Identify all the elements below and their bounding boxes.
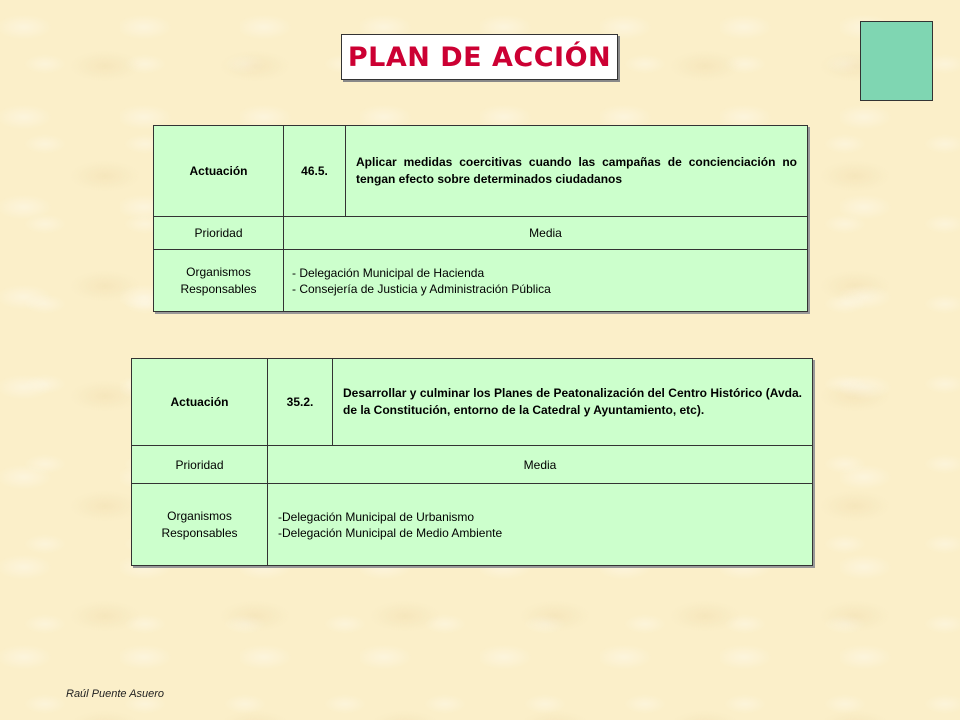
organismo-item: -Delegación Municipal de Medio Ambiente bbox=[278, 525, 503, 540]
organismos-row bbox=[132, 484, 813, 566]
prioridad-label: Prioridad bbox=[132, 446, 268, 484]
footer-author: Raúl Puente Asuero bbox=[66, 688, 165, 700]
actuacion-row bbox=[154, 126, 808, 217]
organismos-label: Organismos Responsables bbox=[132, 484, 268, 566]
green-square-decoration bbox=[860, 21, 933, 101]
organismos-list bbox=[284, 250, 808, 312]
actuacion-row bbox=[132, 359, 813, 446]
organismos-label: Organismos Responsables bbox=[154, 250, 284, 312]
organismo-item: -Delegación Municipal de Urbanismo bbox=[278, 509, 475, 524]
actuacion-number: 35.2. bbox=[268, 359, 333, 446]
action-table-2 bbox=[131, 358, 813, 566]
actuacion-number: 46.5. bbox=[284, 126, 346, 217]
actuacion-description: Aplicar medidas coercitivas cuando las campañas de concienciación no tengan efecto sobre determinados ciudadanos bbox=[346, 126, 808, 217]
organismo-item: - Delegación Municipal de Hacienda bbox=[292, 265, 485, 280]
actuacion-label: Actuación bbox=[132, 359, 268, 446]
actuacion-description: Desarrollar y culminar los Planes de Peatonalización del Centro Histórico (Avda. de la Constitución, entorno de la Catedral y Ayuntamiento, etc). bbox=[333, 359, 813, 446]
actuacion-label: Actuación bbox=[154, 126, 284, 217]
prioridad-label: Prioridad bbox=[154, 217, 284, 250]
page-title: PLAN DE ACCIÓN bbox=[347, 41, 612, 73]
prioridad-value: Media bbox=[284, 217, 808, 250]
prioridad-value: Media bbox=[268, 446, 813, 484]
page-title-box bbox=[341, 34, 618, 80]
prioridad-row bbox=[154, 217, 808, 250]
action-table-1 bbox=[153, 125, 808, 312]
organismo-item: - Consejería de Justicia y Administración Pública bbox=[292, 281, 551, 296]
organismos-list bbox=[268, 484, 813, 566]
prioridad-row bbox=[132, 446, 813, 484]
organismos-row bbox=[154, 250, 808, 312]
